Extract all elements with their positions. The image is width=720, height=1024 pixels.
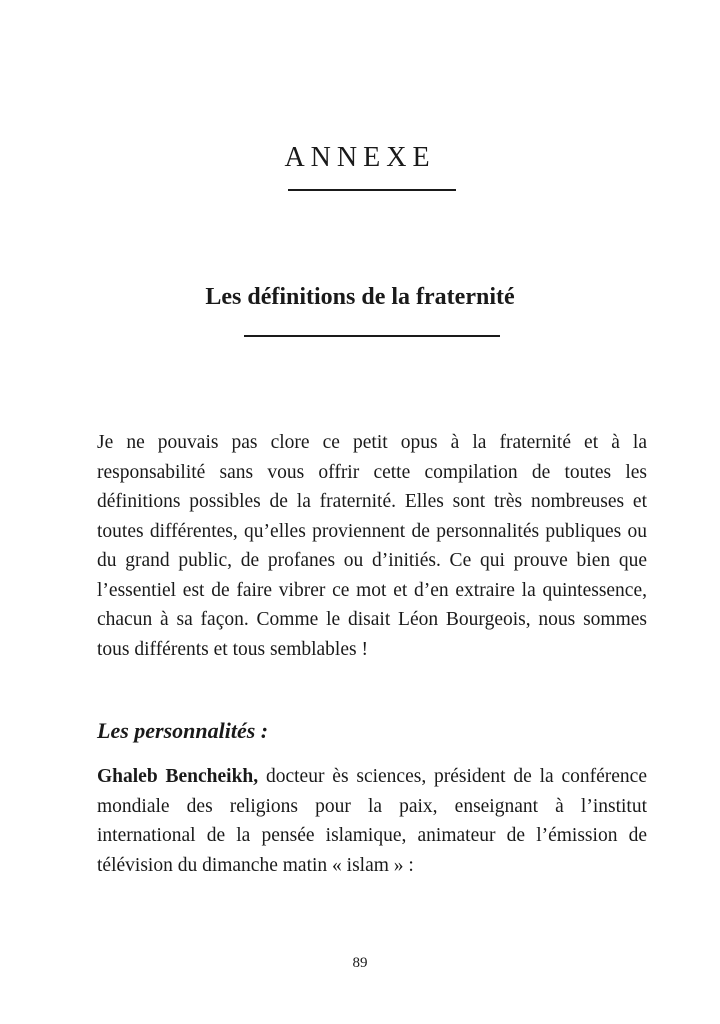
page-number: 89 <box>352 955 368 971</box>
annexe-title: ANNEXE <box>284 142 436 173</box>
entry-name: Ghaleb Bencheikh, <box>97 766 259 787</box>
entry-text: docteur ès sciences, président de la conférence mondiale des religions pour la paix, enseignant à l’institut international de la pensée islamique, animateur de l’émission de télévision du dimanche matin « islam » : <box>97 766 647 876</box>
subheading-personnalites: Les personnalités : <box>97 718 269 743</box>
title-underline <box>288 189 456 191</box>
intro-paragraph: Je ne pouvais pas clore ce petit opus à la fraternité et à la responsabilité sans vous offrir cette compilation de toutes les définitions possibles de la fraternité. Elles sont très nombreuses et toutes différentes, qu’elles proviennent de personnalités publiques ou du grand public, de profanes ou d’initiés. Ce qui prouve bien que l’essentiel est de faire vibrer ce mot et d’en extraire la quintessence, chacun à sa façon. Comme le disait Léon Bourgeois, nous sommes tous différents et tous semblables ! <box>97 432 647 660</box>
entry-paragraph <box>97 762 647 880</box>
section-underline <box>244 335 500 337</box>
section-title: Les définitions de la fraternité <box>205 284 515 310</box>
